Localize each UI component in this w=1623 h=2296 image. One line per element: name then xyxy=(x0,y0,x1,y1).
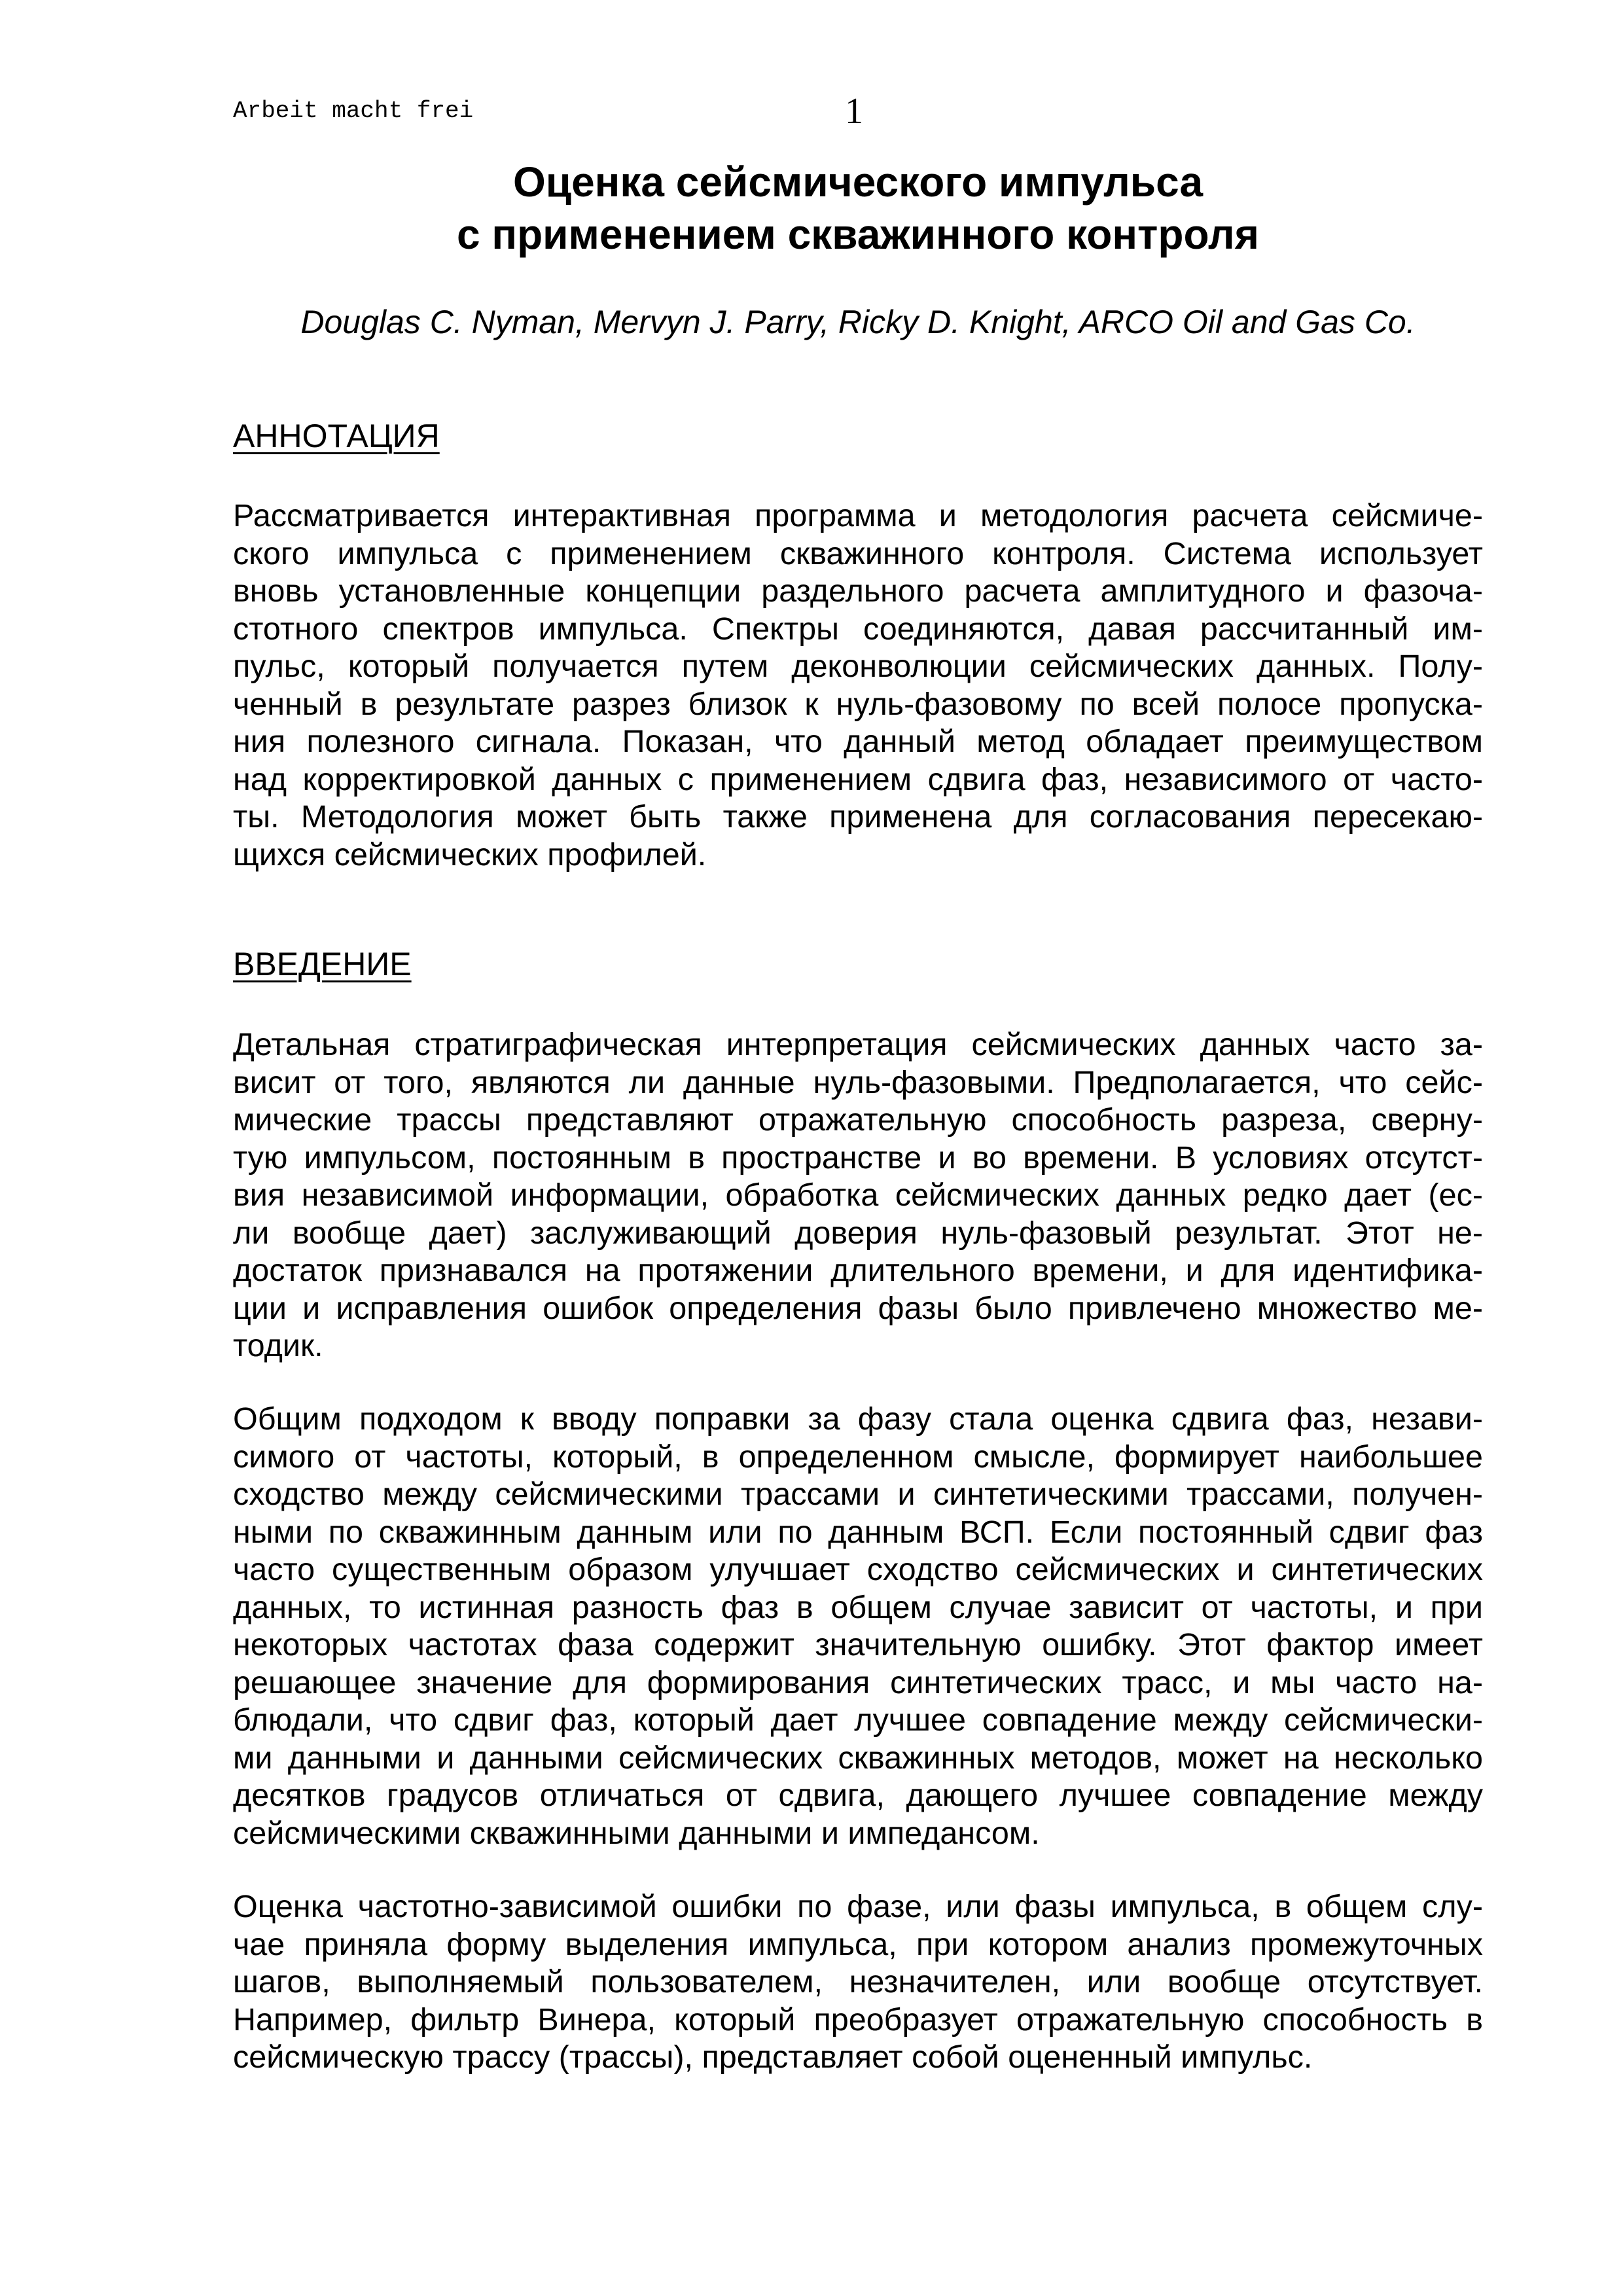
paragraph-line: шагов, выполняемый пользователем, незначителен, или вообще отсутствует. xyxy=(233,1964,1483,2000)
paragraph-line: данных, то истинная разность фаз в общем случае зависит от частоты, и при xyxy=(233,1589,1483,1625)
paragraph-line: сейсмическими скважинными данными и импедансом. xyxy=(233,1815,1040,1851)
paragraph-line: симого от частоты, который, в определенном смысле, формирует наибольшее xyxy=(233,1439,1483,1475)
paragraph-line: мические трассы представляют отражательную способность разреза, сверну- xyxy=(233,1102,1483,1138)
paragraph-line: достаток признавался на протяжении длительного времени, и для идентифика- xyxy=(233,1253,1483,1288)
paragraph-line: ты. Методология может быть также применена для согласования пересекаю- xyxy=(233,799,1483,834)
paragraph-line: над корректировкой данных с применением сдвига фаз, независимого от часто- xyxy=(233,761,1483,797)
paragraph-line: чае приняла форму выделения импульса, при котором анализ промежуточных xyxy=(233,1926,1483,1962)
paragraph-line: ными по скважинным данным или по данным ВСП. Если постоянный сдвиг фаз xyxy=(233,1514,1483,1550)
paragraph-line: часто существенным образом улучшает сходство сейсмических и синтетических xyxy=(233,1552,1483,1587)
abstract-heading: АННОТАЦИЯ xyxy=(233,418,440,454)
authors-line: Douglas C. Nyman, Mervyn J. Parry, Ricky D. Knight, ARCO Oil and Gas Co. xyxy=(300,304,1416,340)
page-number: 1 xyxy=(845,91,863,132)
paragraph-line: сейсмическую трассу (трассы), представляет собой оцененный импульс. xyxy=(233,2039,1313,2075)
paragraph-line: стотного спектров импульса. Спектры соединяются, давая рассчитанный им- xyxy=(233,611,1483,647)
paragraph-line: вия независимой информации, обработка сейсмических данных редко дает (ес- xyxy=(233,1177,1483,1213)
paragraph-line: вновь установленные концепции раздельного расчета амплитудного и фазоча- xyxy=(233,573,1483,609)
paragraph-line: ми данными и данными сейсмических скважинных методов, может на несколько xyxy=(233,1740,1483,1776)
paragraph-line: тую импульсом, постоянным в пространстве и во времени. В условиях отсутст- xyxy=(233,1139,1483,1175)
paragraph-line: ния полезного сигнала. Показан, что данный метод обладает преимуществом xyxy=(233,724,1483,759)
paragraph-line: ции и исправления ошибок определения фазы было привлечено множество ме- xyxy=(233,1290,1483,1326)
introduction-heading: ВВЕДЕНИЕ xyxy=(233,946,412,982)
title-line-1: Оценка сейсмического импульса xyxy=(512,158,1204,206)
intro-paragraph-1 xyxy=(233,1026,1483,1365)
paragraph-line: Например, фильтр Винера, который преобразует отражательную способность в xyxy=(233,2001,1483,2037)
paragraph-line: блюдали, что сдвиг фаз, который дает лучшее совпадение между сейсмически- xyxy=(233,1702,1483,1738)
paragraph-line: десятков градусов отличаться от сдвига, дающего лучшее совпадение между xyxy=(233,1778,1483,1813)
paragraph-line: ского импульса с применением скважинного контроля. Система использует xyxy=(233,535,1483,571)
abstract-paragraph xyxy=(233,497,1483,874)
paragraph-line: щихся сейсмических профилей. xyxy=(233,836,707,872)
intro-paragraph-3 xyxy=(233,1888,1483,2077)
document-title xyxy=(233,156,1483,260)
paragraph-line: ли вообще дает) заслуживающий доверия нуль-фазовый результат. Этот не- xyxy=(233,1215,1483,1251)
paragraph-line: Оценка частотно-зависимой ошибки по фазе, или фазы импульса, в общем слу- xyxy=(233,1889,1483,1924)
intro-paragraph-2 xyxy=(233,1401,1483,1852)
paragraph-line: ченный в результате разрез близок к нуль-фазовому по всей полосе пропуска- xyxy=(233,686,1483,722)
paragraph-line: висит от того, являются ли данные нуль-фазовыми. Предполагается, что сейс- xyxy=(233,1064,1483,1100)
paragraph-line: Детальная стратиграфическая интерпретация сейсмических данных часто за- xyxy=(233,1027,1483,1062)
paragraph-line: сходство между сейсмическими трассами и синтетическими трассами, получен- xyxy=(233,1477,1483,1512)
paragraph-line: тодик. xyxy=(233,1328,323,1363)
paragraph-line: решающее значение для формирования синтетических трасс, и мы часто на- xyxy=(233,1664,1483,1700)
paragraph-line: пульс, который получается путем деконволюции сейсмических данных. Полу- xyxy=(233,649,1483,684)
paragraph-line: Общим подходом к вводу поправки за фазу стала оценка сдвига фаз, незави- xyxy=(233,1401,1483,1437)
title-line-2: с применением скважинного контроля xyxy=(457,211,1259,258)
paragraph-line: некоторых частотах фаза содержит значительную ошибку. Этот фактор имеет xyxy=(233,1627,1483,1662)
paragraph-line: Рассматривается интерактивная программа и методология расчета сейсмиче- xyxy=(233,498,1483,533)
header-tag: Arbeit macht frei xyxy=(233,98,474,124)
